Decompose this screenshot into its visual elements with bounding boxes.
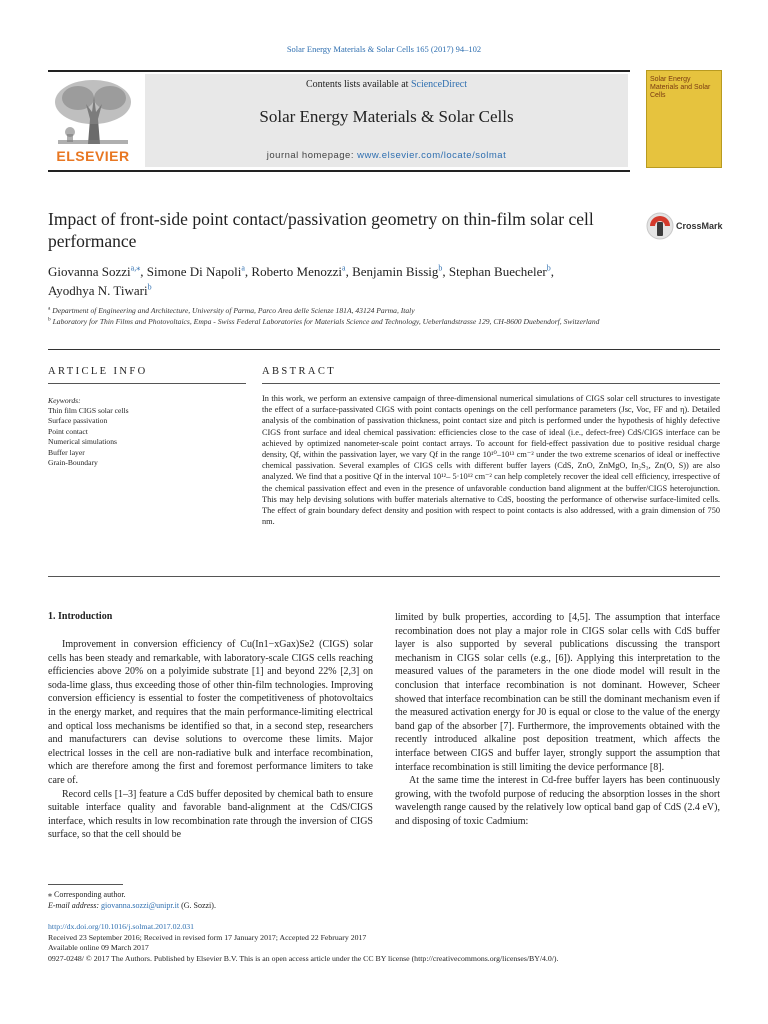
author-name[interactable]: Benjamin Bissig [352,264,439,279]
author-list: Giovanna Sozzi$^{a,⁎}$, Simone Di Napoli$^a$, Roberto Menozzi$^a$, Benjamin Bissig$^b$, Stephan Buecheler$^b$, Ayodhya N. Tiwari$^b$ [48,263,554,298]
keyword-item: Numerical simulations [48,437,117,447]
journal-reference[interactable]: Solar Energy Materials & Solar Cells 165 (2017) 94–102 [286,44,482,54]
author-affil-mark[interactable]: b [147,282,152,292]
affiliation-mark: b [48,316,51,323]
contents-line [145,79,628,90]
keyword-item: Grain-Boundary [48,458,98,468]
author-affil-mark[interactable]: a [342,263,346,273]
article-info-heading: ARTICLE INFO [48,366,148,377]
keyword-item: Buffer layer [48,447,85,457]
author-affil-mark[interactable]: b [438,263,443,273]
email-line [48,900,216,911]
header-rule-bottom [48,170,630,172]
divider [48,349,720,350]
header-rule-top [48,70,630,72]
body-paragraph: Improvement in conversion efficiency of Cu(In1−xGax)Se2 (CIGS) solar cells has been steady and remarkable, with laboratory-scale CIGS cells reaching efficiencies above 20% on a polyimide substrate [1] and beyond 22% [2,3] on soda-lime glass, thus exceeding those of other thin-film technologies. Improving conversion efficiency is essential to foster the competitiveness of photovoltaics in the energy market, and requires that the main performance-limiting electrical and optical loss mechanisms be identified so that, in a second step, researchers and manufacturers can devise solutions to overcome these limits. Major electrical losses in the cell are non-radiative bulk and interface recombination, which are therefore among the first and foremost performance limiters to take care of. [48,639,373,786]
affiliations [48,305,648,327]
footer [48,922,558,964]
author-affil-mark[interactable]: a [241,263,245,273]
footnote-rule [48,884,123,885]
divider [48,576,720,577]
journal-cover-title: Solar Energy Materials and Solar Cells [650,76,711,99]
body-paragraph: At the same time the interest in Cd-free buffer layers has been continuously growing, with the twofold purpose of reducing the absorption losses in the short wavelength range caused by the relatively low optical band gap of CdS (2.4 eV), and disposing of toxic Cadmium: [395,775,720,827]
affiliation-a [48,305,648,316]
footnote [48,889,216,911]
keywords-label: Keywords: [48,396,81,405]
author-name[interactable]: Ayodhya N. Tiwari [48,283,148,298]
email-label: E-mail address: [48,901,102,910]
author-affil-mark[interactable]: a,⁎ [130,263,141,273]
crossmark-label[interactable]: CrossMark [676,221,723,231]
sciencedirect-link[interactable]: ScienceDirect [410,79,468,90]
homepage-line [145,150,628,161]
divider [262,383,720,384]
keyword-item: Surface passivation [48,416,108,426]
abstract-text: In this work, we perform an extensive campaign of three-dimensional numerical simulations of CIGS solar cell structures to investigate the effect of a surface-passivated CIGS with point contacts openings on the cell performance parameters (Jsc, Voc, FF and η). Detailed analysis of the combination of passivation thickness, point contact size and pitch is performed under the hypothesis of highly defective CIGS front surface and ideal chemical passivation: efficiencies close to the case of ideal (i.e., defect-free) CdS/CIGS interface can be achieved by optimized nanometer-scale point contact arrays. To account for field-effect passivation due to positive residual charge density, Qf, within the passivation layer, we vary Qf in the range 10¹⁰–10¹³ cm⁻² under the two extreme scenarios of ideal or ineffective chemical passivation. Several examples of CIGS cells with different buffer layers (CdS, ZnO, ZnMgO, In₂S₃, Zn(O, S)) are also analyzed. We find that a positive Qf in the interval 10¹²– 5·10¹² cm⁻² can help completely recover the ideal cell efficiency, irrespective of the chemical passivation effect and even in the presence of unfavorable conduction band alignment at the buffer/CIGS heterojunction. This may help devising solutions with buffer materials alternative to CdS, boosting the performance of otherwise surface-limited cells. The effect of grain boundary defect density and position with respect to point contacts is also addressed, with a grain dimension of 750 nm. [262,394,720,527]
author-name[interactable]: Giovanna Sozzi [48,264,131,279]
article-title: Impact of front-side point contact/passivation geometry on thin-film solar cell performance [48,209,594,251]
elsevier-wordmark: ELSEVIER [56,148,130,164]
email-suffix: (G. Sozzi). [179,901,216,910]
keyword-item: Thin film CIGS solar cells [48,406,129,415]
affiliation-b [48,316,648,327]
abstract-heading: ABSTRACT [262,366,337,377]
homepage-link[interactable]: www.elsevier.com/locate/solmat [357,150,507,161]
author-name[interactable]: Roberto Menozzi [251,264,343,279]
keyword-item: Point contact [48,426,88,436]
affiliation-text: Laboratory for Thin Films and Photovoltaics, Empa - Swiss Federal Laboratories for Materials Science and Technology, Ueberlandstrasse 129, CH-8600 Duebendorf, Switzerland [52,317,600,326]
divider [48,383,246,384]
affiliation-text: Department of Engineering and Architecture, University of Parma, Parco Area delle Scienze 181A, 43124 Parma, Italy [52,306,415,315]
author-name[interactable]: Stephan Buecheler [448,264,547,279]
available-online: Available online 09 March 2017 [48,943,149,953]
body-paragraph: Record cells [1–3] feature a CdS buffer deposited by chemical bath to ensure suitable interface quality and favorable band-alignment at the CdS/CIGS interface, which results in low recombination rate through the inversion of CIGS surface, so that the cell should be [48,788,373,841]
doi-link[interactable]: http://dx.doi.org/10.1016/j.solmat.2017.02.031 [48,922,195,931]
email-link[interactable]: giovanna.sozzi@unipr.it [101,901,180,910]
keywords-list [48,406,129,468]
body-column-right [395,611,720,829]
affiliation-mark: a [48,305,51,312]
crossmark-icon[interactable] [646,212,674,240]
license-line: 0927-0248/ © 2017 The Authors. Published by Elsevier B.V. This is an open access article under the CC BY license (http://creativecommons.org/licenses/BY/4.0/). [48,953,559,963]
journal-title: Solar Energy Materials & Solar Cells [259,107,514,126]
corresponding-note: ⁎ Corresponding author. [48,890,126,899]
received-dates: Received 23 September 2016; Received in revised form 17 January 2017; Accepted 22 February 2017 [48,932,367,942]
contents-prefix: Contents lists available at [305,79,411,90]
body-paragraph: limited by bulk properties, according to [4,5]. The assumption that interface recombination does not play a major role in CIGS solar cells with CdS buffer layer is also supported by several publications discussing the transport mechanism in CIGS solar cells (e.g., [6]). Applying this interpretation to the measured values of the parameters in the one diode model will result in the conclusion that interface recombination is not dominant. However, Scheer showed that interface recombination can be still the dominant mechanism even if the measured activation energy for J0 is equal or close to the value of the energy band gap of the absorber [7]. Furthermore, the improvements obtained with the recently introduced alkaline post deposition treatment, which affects the interface between CIGS and buffer layer, strongly support the assumption that interface recombination is still limiting the device performance [8]. [395,612,720,773]
body-column-left [48,638,373,842]
author-affil-mark[interactable]: b [546,263,551,273]
section-heading: 1. Introduction [48,611,113,622]
homepage-prefix: journal homepage: [266,150,358,161]
author-name[interactable]: Simone Di Napoli [146,264,242,279]
